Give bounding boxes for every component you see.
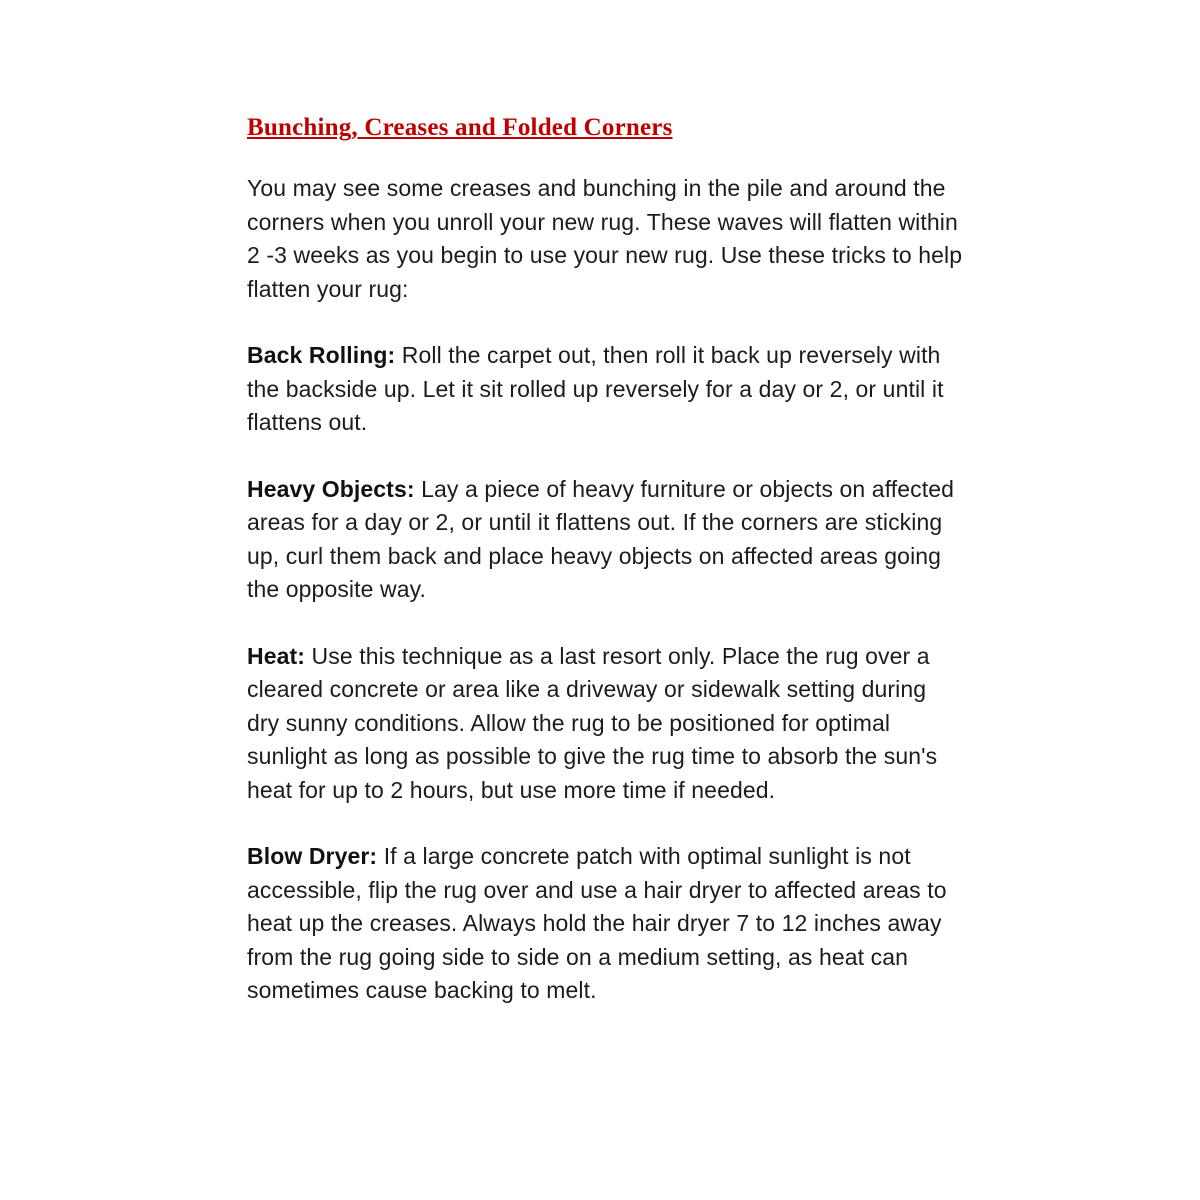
section-back-rolling-text: Roll the carpet out, then roll it back up reversely with the backside up. Let it sit rolled up reversely for a day or 2, or until it flattens out.: [247, 342, 944, 435]
section-back-rolling-label: Back Rolling:: [247, 342, 396, 368]
section-heat-text: Use this technique as a last resort only. Place the rug over a cleared concrete or area like a driveway or sidewalk setting during dry sunny conditions. Allow the rug to be positioned for optimal sunlight as long as possible to give the rug time to absorb the sun's heat for up to 2 hours, but use more time if needed.: [247, 642, 938, 803]
document-content: [247, 112, 963, 1041]
section-heat-label: Heat:: [247, 642, 306, 669]
section-blow-dryer-label: Blow Dryer:: [247, 843, 378, 869]
section-heavy-objects: [247, 473, 963, 607]
page-title: Bunching, Creases and Folded Corners: [247, 114, 673, 141]
intro-paragraph: You may see some creases and bunching in the pile and around the corners when you unroll your new rug. These waves will flatten within 2 -3 weeks as you begin to use your new rug. Use these tricks to help flatten your rug:: [247, 175, 963, 302]
section-back-rolling: [247, 339, 963, 440]
section-heat: [247, 640, 963, 808]
section-heavy-objects-text: Lay a piece of heavy furniture or objects on affected areas for a day or 2, or until it flattens out. If the corners are sticking up, curl them back and place heavy objects on affected areas going the opposite way.: [247, 475, 955, 602]
section-blow-dryer: [247, 840, 963, 1008]
section-heavy-objects-label: Heavy Objects:: [247, 475, 415, 502]
section-blow-dryer-text: If a large concrete patch with optimal sunlight is not accessible, flip the rug over and use a hair dryer to affected areas to heat up the creases. Always hold the hair dryer 7 to 12 inches away from the rug going side to side on a medium setting, as heat can sometimes cause backing to melt.: [247, 843, 947, 1003]
